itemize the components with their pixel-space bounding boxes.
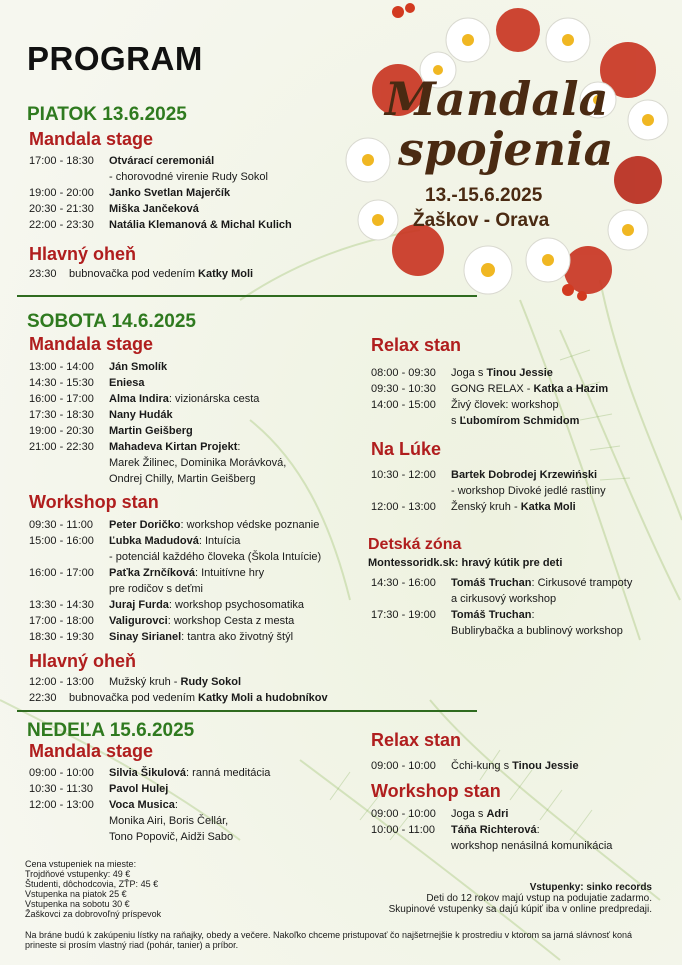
schedule-time: 09:00 - 10:00 [371,808,436,820]
schedule-row [29,407,286,423]
schedule-time: 17:30 - 19:00 [371,609,436,621]
page-title: PROGRAM [27,40,203,77]
performer-name: Otvárací ceremoniál [109,155,215,167]
performer-name: Nany Hudák [109,409,173,421]
schedule-content [451,593,556,605]
performer-name: Katka a Hazim [533,383,609,395]
friday-fire-time: 23:30 [29,268,57,280]
friday-fire-text: bubnovačka pod vedením [69,268,195,280]
footer-line2: prineste si prosím vlastný riad (pohár, tanier) a príbor. [25,940,239,950]
performer-name: Tomáš Truchan [451,577,532,589]
festival-place: Žaškov - Orava [413,210,550,231]
performer-name: Valigurovci [109,615,168,627]
schedule-time: 22:30 [29,692,57,704]
schedule-content [451,625,623,637]
schedule-time: 14:00 - 15:00 [371,399,436,411]
schedule-row [29,597,321,613]
price-line: Trojdňové vstupenky: 49 € [25,869,131,879]
schedule-row [29,375,286,391]
schedule-text: : Intuitívne hry [194,567,265,579]
sunday-workshop-schedule [371,806,612,854]
schedule-content [109,517,319,533]
performer-name: Silvia Šikulová [109,767,187,779]
schedule-text: - workshop Divoké jedlé rastliny [451,485,606,497]
performer-name: Voca Musica [109,799,175,811]
schedule-row [29,517,321,533]
schedule-content [451,415,579,427]
schedule-time: 09:00 - 10:00 [29,767,94,779]
schedule-time: 12:00 - 13:00 [371,501,436,513]
footer-line1: Na bráne budú k zakúpeniu lístky na raňajky, obedy a večere. Nakoľko chceme pristupovať čo najšetrnejšie k prostrediu v ktorom sa jarná slávnosť koná [25,930,633,940]
saturday-fire-heading: Hlavný oheň [29,651,137,671]
schedule-text: : workshop védske poznanie [180,519,320,531]
schedule-content [451,806,508,822]
schedule-row [29,153,292,169]
schedule-row [29,439,286,455]
performer-name: Tomáš Truchan [451,609,532,621]
saturday-workshop-heading: Workshop stan [29,492,159,512]
sunday-relax-heading: Relax stan [371,730,462,750]
schedule-content [109,597,304,613]
schedule-row [29,781,270,797]
schedule-text: Živý človek: workshop [451,399,559,411]
schedule-row [29,359,286,375]
saturday-meadow-heading: Na Lúke [371,439,442,459]
price-line: Vstupenka na piatok 25 € [25,889,127,899]
schedule-time: 09:30 - 10:30 [371,383,436,395]
schedule-continuation [371,623,632,639]
performer-name: Martin Geišberg [109,425,193,437]
saturday-relax-schedule [371,365,608,429]
friday-day-heading: PIATOK 13.6.2025 [27,104,187,125]
schedule-text: Mužský kruh - [109,676,181,688]
festival-name-line1: Mandala [385,72,609,126]
schedule-row [29,565,321,581]
schedule-text: : Cirkusové trampoty [531,577,633,589]
saturday-day-heading: SOBOTA 14.6.2025 [27,311,196,332]
schedule-text: GONG RELAX - [451,383,534,395]
schedule-row [371,499,606,515]
schedule-time: 15:00 - 16:00 [29,535,94,547]
schedule-content [451,397,559,413]
saturday-fire-schedule [29,674,328,706]
schedule-content [451,467,597,483]
schedule-content [109,217,292,233]
saturday-mandala-schedule [29,359,286,487]
schedule-continuation: pre rodičov s deťmi [109,583,203,595]
performer-name: Sinay Sirianel [109,631,182,643]
schedule-continuation: Ondrej Chilly, Martin Geišberg [109,473,256,485]
schedule-content [451,822,540,838]
schedule-row [29,423,286,439]
schedule-text: workshop nenásilná komunikácia [451,840,613,852]
schedule-row [371,575,632,591]
performer-name: Mahadeva Kirtan Projekt [109,441,238,453]
performer-name: Ľubomírom Schmidom [459,415,580,427]
tickets-info [300,882,652,915]
performer-name: Táňa Richterová [451,824,537,836]
schedule-text: s [451,415,460,427]
schedule-row [29,201,292,217]
schedule-content [109,439,240,455]
tickets-group-note: Skupinové vstupenky sa dajú kúpiť iba v online predpredaji. [388,904,652,915]
performer-name: Miška Jančeková [109,203,199,215]
schedule-time: 16:00 - 17:00 [29,393,94,405]
friday-fire-row [29,266,253,282]
sunday-relax-schedule [371,758,579,774]
schedule-text: Joga s [451,367,487,379]
schedule-row [371,607,632,623]
price-line: Vstupenka na sobotu 30 € [25,899,130,909]
performer-name: Rudy Sokol [180,676,242,688]
saturday-kids-heading: Detská zóna [368,536,462,553]
schedule-continuation [371,413,608,429]
schedule-content [109,201,199,217]
performer-name: Adri [486,808,509,820]
schedule-row [29,629,321,645]
schedule-text: : [536,824,540,836]
performer-name: Bartek Dobrodej Krzewiński [451,469,598,481]
schedule-text: : workshop Cesta z mesta [167,615,295,627]
schedule-time: 10:30 - 11:30 [29,783,94,795]
section-divider-saturday [17,710,477,712]
schedule-text: Čchi-kung s [451,760,513,772]
schedule-time: 17:00 - 18:30 [29,155,94,167]
schedule-time: 19:00 - 20:30 [29,425,94,437]
schedule-time: 13:30 - 14:30 [29,599,94,611]
schedule-content [109,565,264,581]
schedule-text: : tantra ako životný štýl [181,631,294,643]
saturday-kids-schedule [371,575,632,639]
schedule-row [29,533,321,549]
schedule-continuation: - chorovodné virenie Rudy Sokol [109,171,268,183]
schedule-text: Joga s [451,808,487,820]
schedule-continuation: Monika Airi, Boris Čellár, [109,815,229,827]
schedule-continuation [371,591,632,607]
schedule-content [109,781,168,797]
schedule-time: 19:00 - 20:00 [29,187,94,199]
schedule-content [109,797,178,813]
schedule-content [109,407,173,423]
festival-name-line2: spojenia [398,122,614,176]
friday-fire-name: Katky Moli [198,268,254,280]
schedule-content [109,375,144,391]
schedule-time: 14:30 - 16:00 [371,577,436,589]
schedule-time: 08:00 - 09:30 [371,367,436,379]
schedule-content [109,153,214,169]
schedule-text: Ženský kruh - [451,501,521,513]
schedule-time: 18:30 - 19:30 [29,631,94,643]
schedule-time: 17:00 - 18:00 [29,615,94,627]
schedule-row [371,467,606,483]
saturday-mandala-heading: Mandala stage [29,334,154,354]
sunday-mandala-schedule [29,765,270,845]
price-line: Cena vstupeniek na mieste: [25,859,137,869]
price-line: Študenti, dôchodcovia, ZŤP: 45 € [25,879,159,889]
schedule-row [371,397,608,413]
schedule-content [451,499,576,515]
schedule-content [451,607,535,623]
price-line: Žaškovci za dobrovoľný príspevok [25,909,162,919]
schedule-row [29,690,328,706]
footer-note [25,930,665,950]
saturday-workshop-schedule [29,517,321,645]
schedule-content [109,629,293,645]
schedule-text: : vizionárska cesta [168,393,260,405]
schedule-text: : ranná meditácia [186,767,271,779]
performer-name: Katky Moli a hudobníkov [198,692,328,704]
performer-name: Pavol Hulej [109,783,169,795]
schedule-text: bubnovačka pod vedením [69,692,199,704]
schedule-text: : [174,799,178,811]
tickets-kids-note: Deti do 12 rokov majú vstup na podujatie zadarmo. [426,893,652,904]
schedule-time: 09:00 - 10:00 [371,760,436,772]
schedule-content [109,674,241,690]
schedule-row [371,822,612,838]
schedule-content [451,758,579,774]
schedule-time: 22:00 - 23:30 [29,219,94,231]
schedule-time: 09:30 - 11:00 [29,519,94,531]
section-divider-friday [17,295,477,297]
schedule-content [451,575,632,591]
performer-name: Janko Svetlan Majerčík [109,187,231,199]
schedule-time: 10:00 - 11:00 [371,824,436,836]
performer-name: Eniesa [109,377,145,389]
friday-fire-heading: Hlavný oheň [29,244,137,264]
schedule-content [451,485,606,497]
performer-name: Paťka Zrnčíková [109,567,195,579]
schedule-text: : [237,441,241,453]
schedule-row [29,217,292,233]
schedule-time: 20:30 - 21:30 [29,203,94,215]
schedule-row [371,381,608,397]
performer-name: Ľubka Madudová [109,535,199,547]
schedule-content [451,840,612,852]
schedule-content [109,533,240,549]
schedule-time: 14:30 - 15:30 [29,377,94,389]
schedule-continuation: Tono Popovič, Aidži Sabo [109,831,234,843]
schedule-row [29,613,321,629]
schedule-content [451,381,608,397]
schedule-text: a cirkusový workshop [451,593,557,605]
performer-name: Natália Klemanová & Michal Kulich [109,219,292,231]
schedule-content [109,391,259,407]
schedule-continuation: Marek Žilinec, Dominika Morávková, [109,457,287,469]
schedule-row [371,758,579,774]
schedule-row [29,765,270,781]
performer-name: Tinou Jessie [512,760,579,772]
schedule-time: 21:00 - 22:30 [29,441,94,453]
schedule-continuation: - potenciál každého človeka (Škola Intuície) [109,551,322,563]
performer-name: Peter Doričko [109,519,181,531]
schedule-row [29,797,270,813]
schedule-time: 17:30 - 18:30 [29,409,94,421]
schedule-time: 12:00 - 13:00 [29,676,94,688]
schedule-time: 13:00 - 14:00 [29,361,94,373]
schedule-row [371,365,608,381]
schedule-row [29,185,292,201]
schedule-text: : workshop psychosomatika [168,599,305,611]
schedule-row [29,391,286,407]
saturday-relax-heading: Relax stan [371,335,462,355]
schedule-content [109,423,193,439]
schedule-row [29,674,328,690]
performer-name: Ján Smolík [109,361,168,373]
schedule-continuation [371,838,612,854]
schedule-content [451,365,553,381]
schedule-text: : Intuícia [198,535,241,547]
friday-mandala-heading: Mandala stage [29,129,154,149]
saturday-kids-subtitle: Montessoridk.sk: hravý kútik pre deti [368,557,563,569]
schedule-continuation [371,483,606,499]
tickets-label: Vstupenky: sinko records [529,882,652,893]
schedule-time: 12:00 - 13:00 [29,799,94,811]
schedule-time: 10:30 - 12:00 [371,469,436,481]
schedule-row [371,806,612,822]
schedule-text: : [531,609,535,621]
performer-name: Juraj Furda [109,599,169,611]
performer-name: Alma Indira [109,393,169,405]
schedule-content [109,613,294,629]
sunday-workshop-heading: Workshop stan [371,781,501,801]
ticket-prices [25,859,225,919]
sunday-mandala-heading: Mandala stage [29,741,154,761]
schedule-content [69,690,328,706]
schedule-text: Bublirybačka a bublinový workshop [451,625,623,637]
performer-name: Tinou Jessie [486,367,553,379]
schedule-time: 16:00 - 17:00 [29,567,94,579]
sunday-day-heading: NEDEĽA 15.6.2025 [27,720,195,741]
performer-name: Katka Moli [520,501,576,513]
saturday-meadow-schedule [371,467,606,515]
friday-mandala-schedule [29,153,292,233]
schedule-content [109,359,167,375]
festival-dates: 13.-15.6.2025 [425,185,543,206]
schedule-content [109,765,270,781]
schedule-content [109,185,230,201]
